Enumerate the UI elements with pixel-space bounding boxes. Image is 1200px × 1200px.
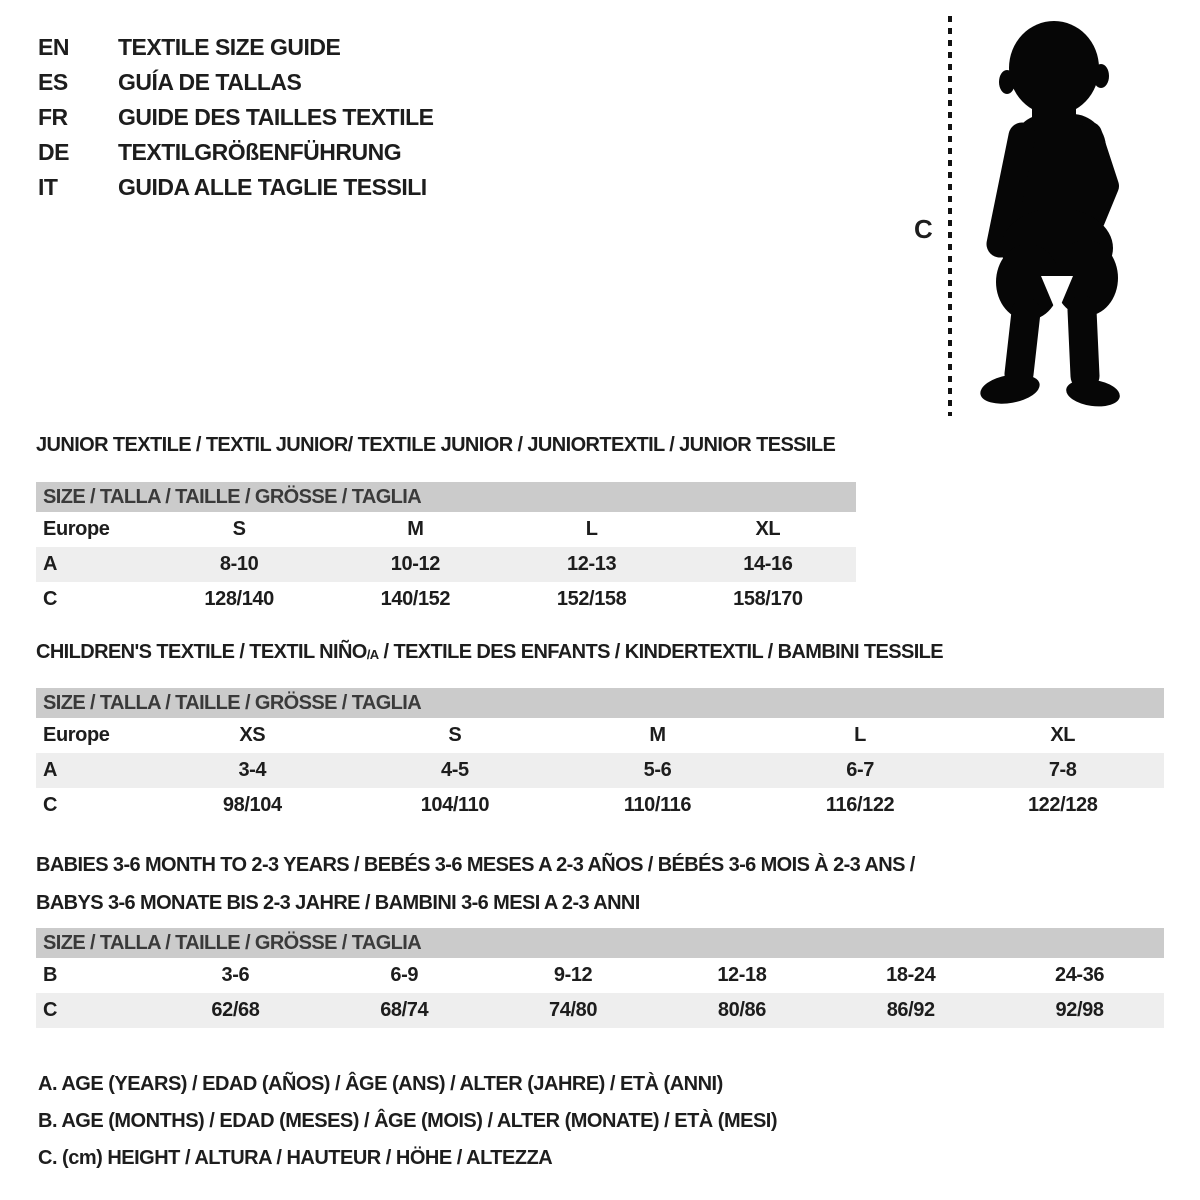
- children-section-title: [36, 641, 943, 664]
- table-row-height-cm: [36, 993, 1164, 1028]
- size-header-bar: SIZE / TALLA / TAILLE / GRÖSSE / TAGLIA: [36, 482, 856, 512]
- table-cell: L: [854, 724, 866, 746]
- table-cell: 104/110: [420, 794, 490, 816]
- legend: [38, 1066, 777, 1177]
- babies-title-line1: BABIES 3-6 MONTH TO 2-3 YEARS / BEBÉS 3-6 MESES A 2-3 AÑOS / BÉBÉS 3-6 MOIS À 2-3 ANS /: [36, 854, 915, 876]
- table-cell: 74/80: [549, 999, 598, 1021]
- language-title: GUIDA ALLE TAGLIE TESSILI: [118, 174, 427, 200]
- table-cell: 116/122: [825, 794, 895, 816]
- size-header-bar: SIZE / TALLA / TAILLE / GRÖSSE / TAGLIA: [36, 928, 1164, 958]
- language-title: GUIDE DES TAILLES TEXTILE: [118, 104, 434, 130]
- legend-line-a: A. AGE (YEARS) / EDAD (AÑOS) / ÂGE (ANS) / ALTER (JAHRE) / ETÀ (ANNI): [38, 1073, 723, 1095]
- children-title-main: CHILDREN'S TEXTILE / TEXTIL NIÑO: [36, 641, 367, 663]
- height-measure-label: C: [914, 214, 933, 244]
- language-code: EN: [38, 34, 69, 60]
- table-cell: 158/170: [733, 588, 803, 610]
- table-cell: 18-24: [886, 964, 936, 986]
- table-cell: 12-18: [717, 964, 767, 986]
- table-row-europe: [36, 718, 1164, 753]
- table-row-europe: [36, 512, 856, 547]
- table-cell: 24-36: [1054, 964, 1105, 986]
- language-code: ES: [38, 69, 68, 95]
- table-cell: 14-16: [743, 553, 793, 575]
- junior-size-table: [36, 482, 856, 617]
- junior-section-title: JUNIOR TEXTILE / TEXTIL JUNIOR/ TEXTILE JUNIOR / JUNIORTEXTIL / JUNIOR TESSILE: [36, 434, 836, 456]
- table-cell: 152/158: [556, 588, 627, 610]
- table-cell: 6-7: [846, 759, 874, 781]
- table-cell: 140/152: [380, 588, 451, 610]
- table-row-age-years: [36, 753, 1164, 788]
- language-title: GUÍA DE TALLAS: [118, 69, 302, 95]
- table-cell: 92/98: [1055, 999, 1104, 1021]
- table-cell: 8-10: [219, 553, 259, 575]
- babies-section-title: [36, 846, 915, 922]
- height-measure-figure: [900, 0, 1160, 430]
- table-cell: M: [649, 724, 666, 746]
- row-label: Europe: [43, 724, 110, 746]
- language-code: IT: [38, 174, 58, 200]
- language-row-fr: [38, 100, 434, 135]
- table-cell: L: [585, 518, 598, 540]
- table-row-age-years: [36, 547, 856, 582]
- language-code: DE: [38, 139, 69, 165]
- row-label: C: [43, 999, 58, 1021]
- babies-size-table: [36, 928, 1164, 1028]
- table-cell: XL: [1050, 724, 1076, 746]
- table-row-height-cm: [36, 788, 1164, 823]
- language-title: TEXTILGRÖßENFÜHRUNG: [118, 139, 402, 165]
- language-row-de: [38, 135, 434, 170]
- row-label: Europe: [43, 518, 110, 540]
- language-code: FR: [38, 104, 68, 130]
- table-cell: M: [407, 518, 424, 540]
- table-cell: 3-6: [221, 964, 250, 986]
- row-label: B: [43, 964, 58, 986]
- table-cell: 62/68: [211, 999, 260, 1021]
- legend-line-c: C. (cm) HEIGHT / ALTURA / HAUTEUR / HÖHE / ALTEZZA: [38, 1147, 553, 1169]
- table-cell: S: [232, 518, 246, 540]
- language-row-es: [38, 65, 434, 100]
- table-cell: 12-13: [567, 553, 617, 575]
- table-cell: 122/128: [1027, 794, 1098, 816]
- children-size-table: [36, 688, 1164, 823]
- table-row-height-cm: [36, 582, 856, 617]
- language-row-en: [38, 30, 434, 65]
- table-cell: 98/104: [222, 794, 282, 816]
- table-cell: 86/92: [886, 999, 935, 1021]
- row-label: C: [43, 588, 58, 610]
- language-list: [38, 30, 434, 205]
- row-label: A: [43, 553, 58, 575]
- toddler-silhouette-icon: [962, 16, 1142, 416]
- table-row-age-months: [36, 958, 1164, 993]
- children-title-suffix: /A: [366, 647, 379, 662]
- table-cell: 68/74: [380, 999, 429, 1021]
- table-cell: 80/86: [717, 999, 766, 1021]
- height-dashed-line: [948, 16, 952, 416]
- table-cell: XL: [755, 518, 781, 540]
- table-cell: 7-8: [1048, 759, 1077, 781]
- table-cell: 9-12: [553, 964, 593, 986]
- row-label: C: [43, 794, 58, 816]
- legend-line-b: B. AGE (MONTHS) / EDAD (MESES) / ÂGE (MOIS) / ALTER (MONATE) / ETÀ (MESI): [38, 1110, 778, 1132]
- size-header-bar: SIZE / TALLA / TAILLE / GRÖSSE / TAGLIA: [36, 688, 1164, 718]
- language-row-it: [38, 170, 434, 205]
- children-title-rest: / TEXTILE DES ENFANTS / KINDERTEXTIL / BAMBINI TESSILE: [378, 641, 944, 663]
- table-cell: 4-5: [441, 759, 469, 781]
- language-title: TEXTILE SIZE GUIDE: [118, 34, 341, 60]
- table-cell: 6-9: [390, 964, 419, 986]
- table-cell: 110/116: [623, 794, 692, 816]
- table-cell: S: [448, 724, 462, 746]
- row-label: A: [43, 759, 58, 781]
- table-cell: 128/140: [204, 588, 274, 610]
- table-cell: 10-12: [390, 553, 440, 575]
- table-cell: 5-6: [643, 759, 672, 781]
- table-cell: XS: [239, 724, 266, 746]
- babies-title-line2: BABYS 3-6 MONATE BIS 2-3 JAHRE / BAMBINI 3-6 MESI A 2-3 ANNI: [36, 892, 640, 914]
- table-cell: 3-4: [238, 759, 267, 781]
